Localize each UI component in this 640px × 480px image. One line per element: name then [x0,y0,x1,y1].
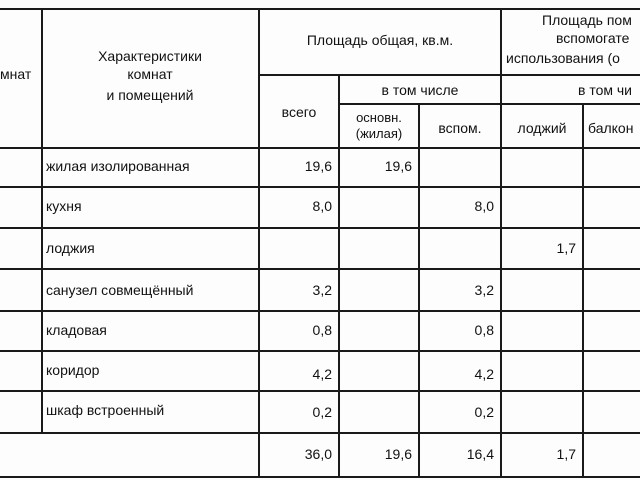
row-3-loggia: 1,7 [556,240,576,256]
loggia-col-header: лоджий [517,120,567,136]
row-7-total: 0,2 [312,404,332,420]
row-1-main: 19,6 [384,158,412,174]
rule-top [0,8,640,10]
col-rule-1 [41,8,43,432]
row-6-aux: 4,2 [474,366,494,382]
row-7-aux: 0,2 [474,404,494,420]
row-5-total: 0,8 [312,322,332,338]
aux-area-header-1: Площадь пом [542,12,632,28]
total-col-header: всего [281,104,317,120]
aux-col-header: вспом. [438,120,482,136]
including-header: в том числе [381,82,459,98]
rule-row-2 [0,227,640,229]
rule-row-3 [0,268,640,270]
totals-loggia: 1,7 [556,446,576,462]
row-7-name: шкаф встроенный [46,402,165,418]
characteristics-line-1: Характеристики [98,48,202,64]
rule-bottom [0,476,640,478]
rule-header-bottom [0,147,640,149]
row-1-total: 19,6 [304,158,332,174]
rule-row-6 [0,390,640,392]
aux-area-header-3: использования (о [506,50,620,66]
rule-subhead2 [338,103,640,105]
rooms-col-header: мнат [0,66,32,82]
row-4-name: санузел совмещённый [46,282,194,298]
row-6-name: коридор [46,362,100,378]
including2-header: в том чи [578,82,632,98]
row-2-name: кухня [46,198,82,214]
row-4-aux: 3,2 [474,282,494,298]
col-rule-6 [582,103,584,478]
rule-row-5 [0,350,640,352]
characteristics-line-3: и помещений [106,87,194,103]
row-2-aux: 8,0 [474,198,494,214]
row-1-name: жилая изолированная [46,158,190,174]
row-5-aux: 0,8 [474,322,494,338]
characteristics-line-2: комнат [127,66,173,82]
rule-row-1 [0,186,640,188]
main-col-header-2: (жилая) [355,126,403,141]
rule-row-4 [0,310,640,312]
total-area-header: Площадь общая, кв.м. [306,32,454,48]
main-col-header-1: основн. [356,110,402,125]
totals-aux: 16,4 [466,446,494,462]
rule-row-7 [0,432,640,434]
row-4-total: 3,2 [312,282,332,298]
balcony-col-header: балкон [588,120,634,136]
row-6-total: 4,2 [312,366,332,382]
totals-main: 19,6 [384,446,412,462]
totals-total: 36,0 [304,446,332,462]
rule-subhead [258,74,640,76]
row-2-total: 8,0 [312,198,332,214]
row-5-name: кладовая [46,322,107,338]
aux-area-header-2: вспомогате [556,30,630,46]
row-3-name: лоджия [46,240,95,256]
